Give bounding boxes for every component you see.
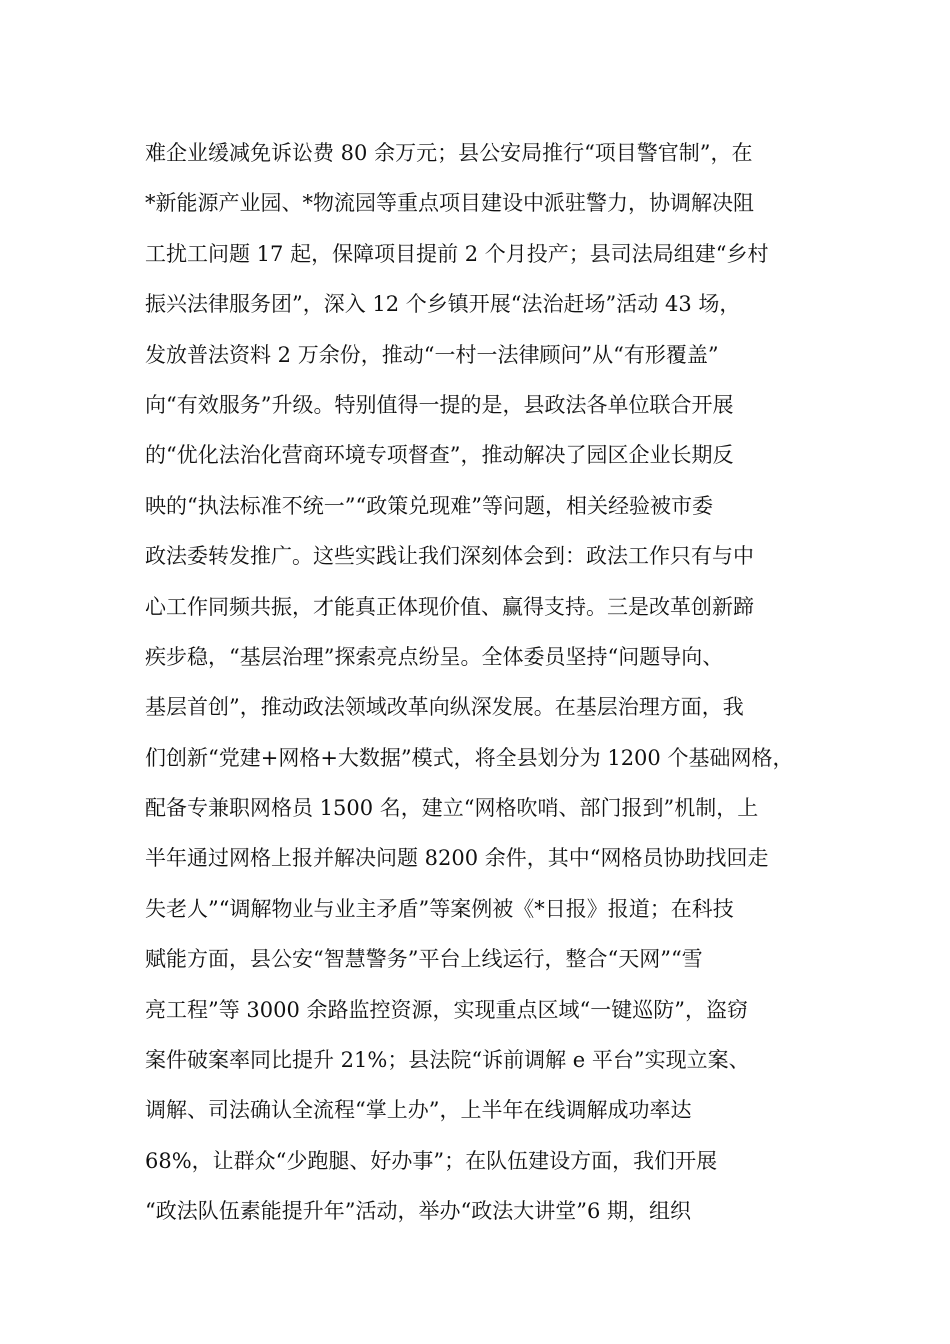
text-line-20: 调解、司法确认全流程“掌上办”，上半年在线调解成功率达 [145, 1098, 692, 1123]
text-line-8: 映的“执法标准不统一”“政策兑现难”等问题，相关经验被市委 [145, 493, 713, 518]
text-line-13: 们创新“党建+网格+大数据”模式，将全县划分为 1200 个基础网格， [145, 745, 794, 770]
text-line-14: 配备专兼职网格员 1500 名，建立“网格吹哨、部门报到”机制，上 [145, 796, 759, 821]
body-text [145, 128, 825, 1237]
text-line-18: 亮工程”等 3000 余路监控资源，实现重点区域“一键巡防”，盗窃 [145, 997, 748, 1022]
text-line-19: 案件破案率同比提升 21%；县法院“诉前调解 e 平台”实现立案、 [145, 1048, 750, 1073]
text-line-6: 向“有效服务”升级。特别值得一提的是，县政法各单位联合开展 [145, 392, 734, 417]
text-line-12: 基层首创”，推动政法领域改革向纵深发展。在基层治理方面，我 [145, 695, 744, 720]
text-line-16: 失老人”“调解物业与业主矛盾”等案例被《*日报》报道；在科技 [145, 896, 734, 921]
text-line-17: 赋能方面，县公安“智慧警务”平台上线运行，整合“天网”“雪 [145, 947, 703, 972]
text-line-1: 难企业缓减免诉讼费 80 余万元；县公安局推行“项目警官制”，在 [145, 141, 753, 165]
text-line-11: 疾步稳，“基层治理”探索亮点纷呈。全体委员坚持“问题导向、 [145, 644, 724, 669]
text-line-15: 半年通过网格上报并解决问题 8200 余件，其中“网格员协助找回走 [145, 846, 769, 871]
text-line-3: 工扰工问题 17 起，保障项目提前 2 个月投产；县司法局组建“乡村 [145, 241, 769, 266]
text-line-7: 的“优化法治化营商环境专项督查”，推动解决了园区企业长期反 [145, 443, 734, 468]
text-line-9: 政法委转发推广。这些实践让我们深刻体会到：政法工作只有与中 [145, 544, 754, 569]
text-line-2: *新能源产业园、*物流园等重点项目建设中派驻警力，协调解决阻 [145, 191, 754, 216]
text-line-21: 68%，让群众“少跑腿、好办事”；在队伍建设方面，我们开展 [145, 1148, 718, 1173]
text-line-22: “政法队伍素能提升年”活动，举办“政法大讲堂”6 期，组织 [145, 1199, 691, 1224]
text-line-10: 心工作同频共振，才能真正体现价值、赢得支持。三是改革创新蹄 [145, 594, 754, 619]
text-line-4: 振兴法律服务团”，深入 12 个乡镇开展“法治赶场”活动 43 场， [145, 292, 741, 317]
text-line-5: 发放普法资料 2 万余份，推动“一村一法律顾问”从“有形覆盖” [145, 342, 719, 367]
